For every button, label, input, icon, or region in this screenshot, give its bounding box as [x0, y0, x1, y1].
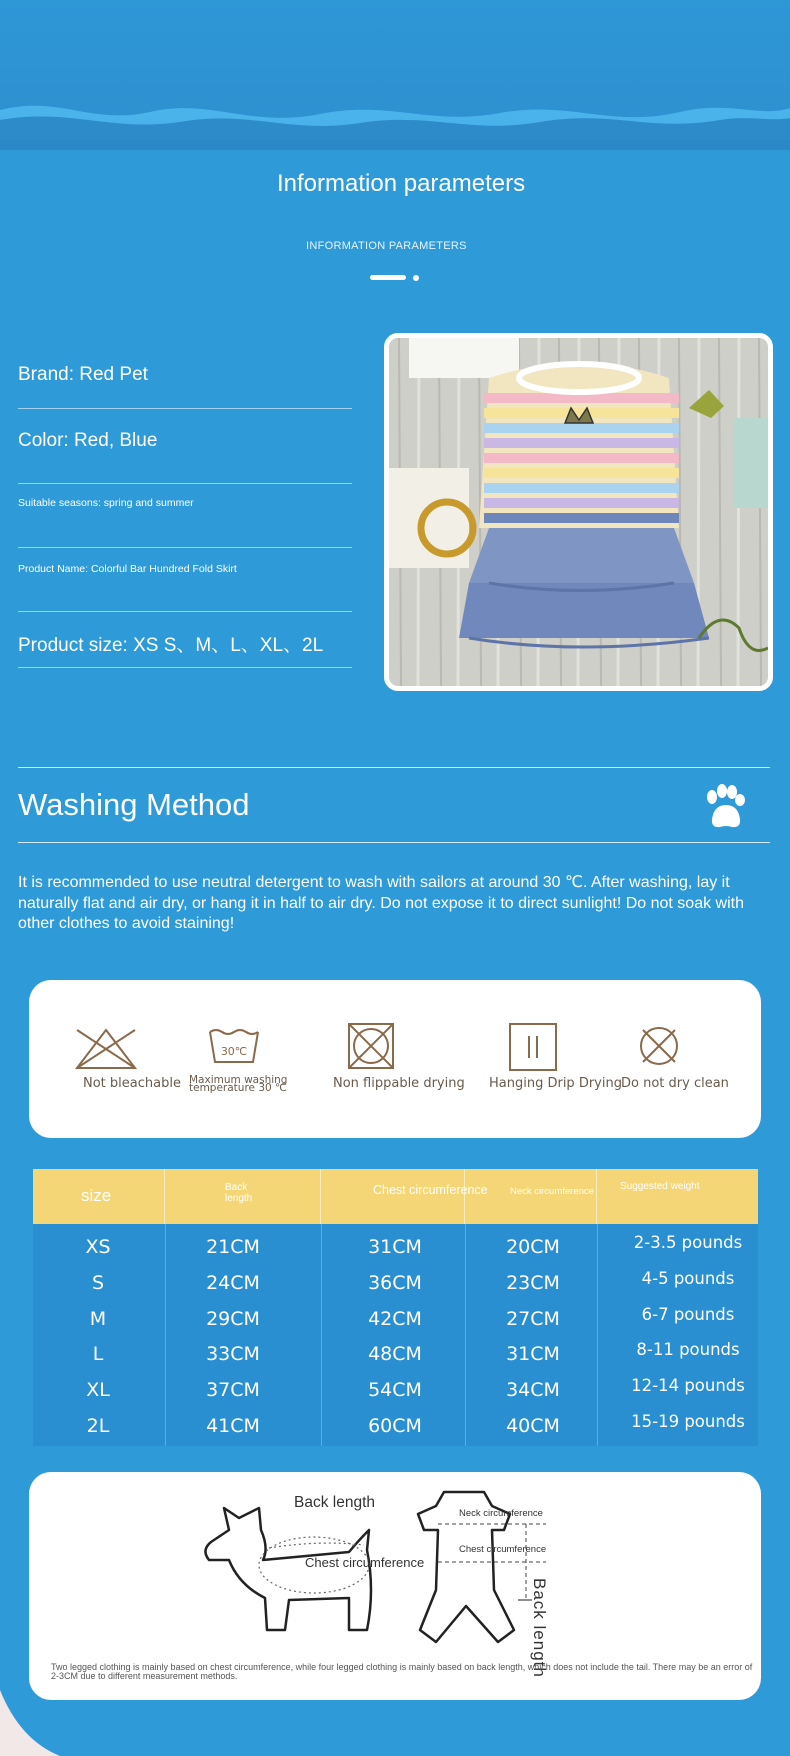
product-name-info: Product Name: Colorful Bar Hundred Fold Skirt	[18, 563, 237, 575]
care-item	[469, 980, 622, 1138]
cell-neck: 27CM	[506, 1308, 560, 1330]
care-item	[619, 980, 761, 1138]
chest-circumference-label-small: Chest circumference	[459, 1544, 547, 1555]
cell-weight: 4-5 pounds	[641, 1269, 735, 1288]
table-header-row	[33, 1169, 758, 1224]
care-label: Do not dry clean	[621, 1076, 729, 1091]
cell-back: 37CM	[206, 1379, 260, 1401]
cell-chest: 54CM	[368, 1379, 422, 1401]
cell-back: 29CM	[206, 1308, 260, 1330]
washing-instructions: It is recommended to use neutral detergent to wash with sailors at around 30 ℃. After washing, lay it naturally flat and air dry, or hang it in half to air dry. Do not expose it to direct sunlight! Do not soak with other clothes to avoid staining!	[18, 874, 744, 932]
care-label: Hanging Drip Drying	[489, 1076, 622, 1091]
cell-chest: 42CM	[368, 1308, 422, 1330]
cell-back: 33CM	[206, 1343, 260, 1365]
svg-text:30℃: 30℃	[220, 1045, 248, 1058]
no-tumble-dry-icon	[347, 1022, 395, 1070]
care-label: Non flippable drying	[333, 1076, 465, 1091]
cell-weight: 6-7 pounds	[641, 1305, 735, 1324]
cell-back: 21CM	[206, 1236, 260, 1258]
brand-info: Brand: Red Pet	[18, 364, 352, 409]
size-table	[33, 1169, 758, 1446]
color-info: Color: Red, Blue	[18, 430, 352, 484]
cell-chest: 31CM	[368, 1236, 422, 1258]
cell-neck: 31CM	[506, 1343, 560, 1365]
paw-icon	[700, 783, 750, 833]
header-neck: Neck circumference	[465, 1169, 597, 1224]
cell-neck: 34CM	[506, 1379, 560, 1401]
divider-dot	[413, 275, 419, 281]
cell-back: 24CM	[206, 1272, 260, 1294]
header-chest: Chest circumference	[321, 1169, 465, 1224]
product-size-info: Product size: XS S、M、L、XL、2L	[18, 630, 352, 668]
section-title: Information parameters	[277, 170, 526, 197]
back-length-vertical-label: Back length	[530, 1578, 549, 1678]
measurement-note: Two legged clothing is mainly based on chest circumference, while four legged clothing is mainly based on back length, which does not include the tail. There may be an error of 2-3CM due to different measurement methods.	[51, 1662, 753, 1681]
cell-neck: 20CM	[506, 1236, 560, 1258]
dog-outline-icon	[199, 1490, 399, 1650]
seasons-info: Suitable seasons: spring and summer	[18, 497, 194, 509]
cell-chest: 60CM	[368, 1415, 422, 1437]
no-bleach-icon	[73, 1026, 139, 1072]
care-item	[179, 980, 319, 1138]
cell-size: 2L	[86, 1415, 110, 1437]
divider	[18, 611, 352, 612]
header-size: size	[33, 1169, 165, 1224]
neck-circumference-label: Neck circumference	[459, 1508, 543, 1519]
hang-drip-dry-icon	[508, 1022, 558, 1072]
cell-weight: 2-3.5 pounds	[633, 1233, 743, 1252]
care-item	[29, 980, 179, 1138]
cell-size: M	[89, 1308, 107, 1330]
washing-method-title: Washing Method	[18, 787, 250, 822]
cell-size: XS	[85, 1236, 111, 1258]
product-photo	[384, 333, 773, 691]
cell-size: L	[92, 1343, 104, 1365]
chest-circumference-label: Chest circumference	[305, 1555, 425, 1570]
section-subtitle: INFORMATION PARAMETERS	[306, 240, 467, 252]
cell-back: 41CM	[206, 1415, 260, 1437]
divider	[18, 842, 770, 843]
wave-decoration	[0, 0, 790, 150]
corner-decoration	[0, 1690, 60, 1756]
cell-chest: 36CM	[368, 1272, 422, 1294]
cell-weight: 12-14 pounds	[631, 1376, 745, 1395]
wash-30-icon	[206, 1026, 262, 1066]
divider	[18, 547, 352, 548]
cell-weight: 8-11 pounds	[636, 1340, 740, 1359]
no-dry-clean-icon	[637, 1024, 681, 1068]
care-item	[319, 980, 469, 1138]
divider	[18, 767, 770, 768]
cell-size: S	[91, 1272, 105, 1294]
dress-illustration	[389, 338, 768, 686]
cell-neck: 23CM	[506, 1272, 560, 1294]
cell-weight: 15-19 pounds	[631, 1412, 745, 1431]
cell-size: XL	[86, 1379, 110, 1401]
measurement-guide-card	[29, 1472, 761, 1700]
care-symbols-card	[29, 980, 761, 1138]
cell-neck: 40CM	[506, 1415, 560, 1437]
cell-chest: 48CM	[368, 1343, 422, 1365]
header-back-length: Back length	[165, 1169, 321, 1224]
care-label: Maximum washing temperature 30 ℃	[189, 1074, 288, 1094]
back-length-label: Back length	[294, 1494, 375, 1511]
care-label: Not bleachable	[83, 1076, 181, 1091]
header-weight: Suggested weight	[620, 1181, 700, 1192]
divider-dash	[370, 275, 406, 280]
